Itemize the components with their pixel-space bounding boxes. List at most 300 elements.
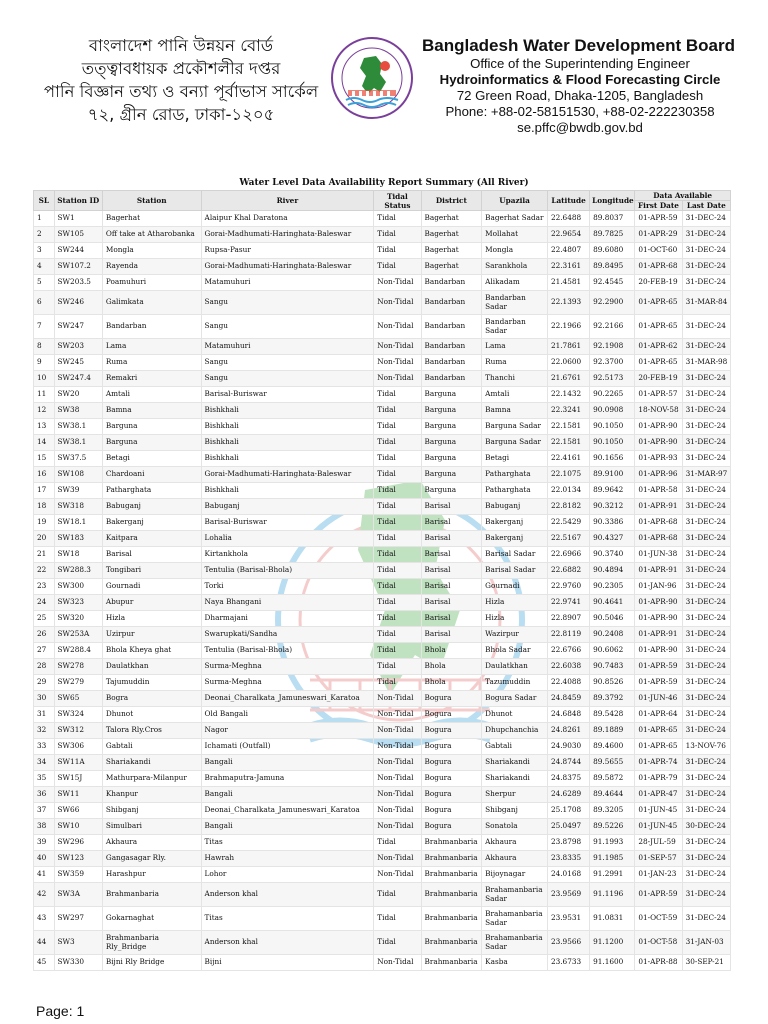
cell-upazila: Barisal Sadar — [482, 563, 548, 579]
col-data-available: Data Available — [635, 191, 731, 201]
cell-upazila: Ruma — [482, 355, 548, 371]
cell-river: Barisal-Buriswar — [201, 515, 374, 531]
cell-first-date: 01-APR-29 — [635, 227, 682, 243]
cell-river: Brahmaputra-Jamuna — [201, 771, 374, 787]
table-row — [34, 275, 731, 291]
cell-station-id: SW183 — [54, 531, 102, 547]
cell-sl: 36 — [34, 787, 55, 803]
cell-river: Alaipur Khal Daratona — [201, 211, 374, 227]
cell-upazila: Dhunot — [482, 707, 548, 723]
cell-first-date: 01-APR-62 — [635, 339, 682, 355]
col-station-id: Station ID — [54, 191, 102, 211]
cell-tidal-status: Tidal — [374, 499, 421, 515]
cell-upazila: Patharghata — [482, 467, 548, 483]
cell-longitude: 89.3205 — [590, 803, 635, 819]
cell-longitude: 92.4545 — [590, 275, 635, 291]
cell-district: Brahmanbaria — [421, 867, 482, 883]
cell-district: Bogura — [421, 803, 482, 819]
cell-latitude: 22.9741 — [547, 595, 589, 611]
cell-last-date: 31-DEC-24 — [682, 547, 730, 563]
cell-river: Gorai-Madhumati-Haringhata-Baleswar — [201, 259, 374, 275]
cell-last-date: 31-DEC-24 — [682, 803, 730, 819]
cell-station: Lama — [102, 339, 201, 355]
cell-upazila: Brahamanbaria Sadar — [482, 907, 548, 931]
cell-station: Talora Rly.Cros — [102, 723, 201, 739]
cell-station-id: SW278 — [54, 659, 102, 675]
table-row — [34, 819, 731, 835]
cell-last-date: 30-DEC-24 — [682, 819, 730, 835]
cell-district: Brahmanbaria — [421, 907, 482, 931]
table-row — [34, 611, 731, 627]
cell-tidal-status: Tidal — [374, 451, 421, 467]
cell-sl: 44 — [34, 931, 55, 955]
cell-sl: 16 — [34, 467, 55, 483]
cell-sl: 1 — [34, 211, 55, 227]
cell-station: Off take at Atharobanka — [102, 227, 201, 243]
cell-station-id: SW288.4 — [54, 643, 102, 659]
cell-sl: 5 — [34, 275, 55, 291]
cell-last-date: 31-DEC-24 — [682, 771, 730, 787]
cell-district: Barguna — [421, 387, 482, 403]
table-row — [34, 339, 731, 355]
cell-river: Hawrah — [201, 851, 374, 867]
cell-sl: 11 — [34, 387, 55, 403]
cell-upazila: Bamna — [482, 403, 548, 419]
cell-sl: 28 — [34, 659, 55, 675]
cell-last-date: 31-DEC-24 — [682, 611, 730, 627]
phone: Phone: +88-02-58151530, +88-02-222230358 — [445, 104, 715, 119]
cell-last-date: 31-DEC-24 — [682, 691, 730, 707]
cell-district: Bogura — [421, 723, 482, 739]
col-first-date: First Date — [635, 201, 682, 211]
cell-upazila: Bagerhat Sadar — [482, 211, 548, 227]
cell-station: Mongla — [102, 243, 201, 259]
cell-tidal-status: Non-Tidal — [374, 275, 421, 291]
cell-station-id: SW253A — [54, 627, 102, 643]
cell-upazila: Brahamanbaria Sadar — [482, 931, 548, 955]
cell-first-date: 01-APR-65 — [635, 739, 682, 755]
cell-latitude: 22.6766 — [547, 643, 589, 659]
cell-river: Gorai-Madhumati-Haringhata-Baleswar — [201, 227, 374, 243]
cell-station-id: SW10 — [54, 819, 102, 835]
cell-longitude: 89.8495 — [590, 259, 635, 275]
cell-tidal-status: Tidal — [374, 259, 421, 275]
cell-tidal-status: Tidal — [374, 627, 421, 643]
cell-sl: 19 — [34, 515, 55, 531]
cell-station: Gangasagar Rly. — [102, 851, 201, 867]
cell-sl: 3 — [34, 243, 55, 259]
cell-last-date: 31-DEC-24 — [682, 315, 730, 339]
cell-station: Uzirpur — [102, 627, 201, 643]
cell-tidal-status: Tidal — [374, 595, 421, 611]
cell-last-date: 31-DEC-24 — [682, 675, 730, 691]
cell-tidal-status: Tidal — [374, 835, 421, 851]
cell-tidal-status: Tidal — [374, 403, 421, 419]
cell-longitude: 90.2408 — [590, 627, 635, 643]
cell-longitude: 90.8526 — [590, 675, 635, 691]
cell-station: Poamuhuri — [102, 275, 201, 291]
bangla-org-line: বাংলাদেশ পানি উন্নয়ন বোর্ড — [88, 36, 274, 55]
cell-station-id: SW300 — [54, 579, 102, 595]
cell-sl: 2 — [34, 227, 55, 243]
cell-upazila: Babuganj — [482, 499, 548, 515]
cell-river: Gorai-Madhumati-Haringhata-Baleswar — [201, 467, 374, 483]
cell-latitude: 22.1581 — [547, 435, 589, 451]
cell-river: Deonai_Charalkata_Jamuneswari_Karatoa — [201, 691, 374, 707]
cell-river: Anderson khal — [201, 931, 374, 955]
cell-last-date: 31-DEC-24 — [682, 387, 730, 403]
cell-river: Torki — [201, 579, 374, 595]
cell-station-id: SW279 — [54, 675, 102, 691]
cell-first-date: 01-APR-91 — [635, 563, 682, 579]
cell-sl: 14 — [34, 435, 55, 451]
cell-sl: 43 — [34, 907, 55, 931]
cell-district: Bagerhat — [421, 243, 482, 259]
cell-last-date: 31-DEC-24 — [682, 515, 730, 531]
cell-latitude: 23.9569 — [547, 883, 589, 907]
cell-station-id: SW247.4 — [54, 371, 102, 387]
cell-station-id: SW320 — [54, 611, 102, 627]
cell-latitude: 24.6848 — [547, 707, 589, 723]
address: 72 Green Road, Dhaka-1205, Bangladesh — [456, 88, 704, 103]
cell-longitude: 90.3212 — [590, 499, 635, 515]
cell-tidal-status: Tidal — [374, 531, 421, 547]
table-row — [34, 691, 731, 707]
cell-station-id: SW11 — [54, 787, 102, 803]
cell-river: Bishkhali — [201, 435, 374, 451]
cell-latitude: 24.8375 — [547, 771, 589, 787]
cell-last-date: 31-DEC-24 — [682, 259, 730, 275]
cell-latitude: 22.9654 — [547, 227, 589, 243]
table-row — [34, 867, 731, 883]
cell-river: Bangali — [201, 819, 374, 835]
cell-river: Bishkhali — [201, 451, 374, 467]
bangla-address-line: ৭২, গ্রীন রোড, ঢাকা-১২০৫ — [87, 105, 275, 124]
cell-first-date: 01-JAN-96 — [635, 579, 682, 595]
table-row — [34, 371, 731, 387]
cell-longitude: 90.1050 — [590, 435, 635, 451]
cell-last-date: 31-DEC-24 — [682, 531, 730, 547]
cell-last-date: 31-DEC-24 — [682, 419, 730, 435]
cell-district: Brahmanbaria — [421, 931, 482, 955]
cell-station-id: SW312 — [54, 723, 102, 739]
cell-station: Mathurpara-Milanpur — [102, 771, 201, 787]
cell-river: Bijni — [201, 955, 374, 971]
cell-station: Gournadi — [102, 579, 201, 595]
cell-station-id: SW65 — [54, 691, 102, 707]
cell-first-date: 01-APR-68 — [635, 515, 682, 531]
table-row — [34, 723, 731, 739]
cell-station: Bogra — [102, 691, 201, 707]
cell-last-date: 31-DEC-24 — [682, 499, 730, 515]
cell-tidal-status: Non-Tidal — [374, 355, 421, 371]
cell-district: Bogura — [421, 819, 482, 835]
cell-district: Barguna — [421, 451, 482, 467]
cell-tidal-status: Non-Tidal — [374, 851, 421, 867]
cell-district: Bogura — [421, 771, 482, 787]
cell-sl: 27 — [34, 643, 55, 659]
cell-station: Brahmanbaria Rly_Bridge — [102, 931, 201, 955]
cell-longitude: 90.7483 — [590, 659, 635, 675]
cell-first-date: 01-APR-90 — [635, 435, 682, 451]
table-body — [34, 211, 731, 971]
cell-first-date: 01-APR-88 — [635, 955, 682, 971]
cell-river: Titas — [201, 835, 374, 851]
cell-sl: 45 — [34, 955, 55, 971]
cell-last-date: 31-DEC-24 — [682, 851, 730, 867]
cell-longitude: 89.5226 — [590, 819, 635, 835]
cell-district: Brahmanbaria — [421, 883, 482, 907]
cell-tidal-status: Non-Tidal — [374, 819, 421, 835]
cell-river: Deonai_Charalkata_Jamuneswari_Karatoa — [201, 803, 374, 819]
cell-last-date: 31-DEC-24 — [682, 451, 730, 467]
cell-latitude: 25.1708 — [547, 803, 589, 819]
cell-longitude: 91.2991 — [590, 867, 635, 883]
cell-tidal-status: Non-Tidal — [374, 771, 421, 787]
cell-station: Hizla — [102, 611, 201, 627]
cell-upazila: Bandarban Sadar — [482, 315, 548, 339]
cell-district: Bogura — [421, 707, 482, 723]
table-row — [34, 243, 731, 259]
cell-sl: 7 — [34, 315, 55, 339]
table-row — [34, 755, 731, 771]
cell-sl: 35 — [34, 771, 55, 787]
cell-last-date: 31-JAN-03 — [682, 931, 730, 955]
cell-first-date: 01-APR-59 — [635, 883, 682, 907]
cell-district: Barguna — [421, 483, 482, 499]
cell-longitude: 89.9642 — [590, 483, 635, 499]
cell-station: Bijni Rly Bridge — [102, 955, 201, 971]
cell-first-date: 01-APR-47 — [635, 787, 682, 803]
table-row — [34, 227, 731, 243]
cell-longitude: 90.4327 — [590, 531, 635, 547]
cell-station-id: SW288.3 — [54, 563, 102, 579]
cell-longitude: 89.1889 — [590, 723, 635, 739]
cell-latitude: 22.9760 — [547, 579, 589, 595]
cell-station-id: SW3 — [54, 931, 102, 955]
cell-latitude: 23.9566 — [547, 931, 589, 955]
cell-upazila: Barguna Sadar — [482, 435, 548, 451]
cell-district: Bhola — [421, 643, 482, 659]
cell-first-date: 01-APR-65 — [635, 291, 682, 315]
cell-tidal-status: Non-Tidal — [374, 315, 421, 339]
cell-upazila: Mongla — [482, 243, 548, 259]
cell-sl: 18 — [34, 499, 55, 515]
cell-river: Matamuhuri — [201, 339, 374, 355]
cell-tidal-status: Non-Tidal — [374, 723, 421, 739]
cell-station-id: SW18 — [54, 547, 102, 563]
col-latitude: Latitude — [547, 191, 589, 211]
english-letterhead — [420, 36, 740, 136]
cell-tidal-status: Tidal — [374, 547, 421, 563]
cell-station: Bandarban — [102, 315, 201, 339]
cell-last-date: 31-DEC-24 — [682, 371, 730, 387]
table-row — [34, 435, 731, 451]
cell-tidal-status: Non-Tidal — [374, 291, 421, 315]
cell-river: Bangali — [201, 755, 374, 771]
bangla-letterhead — [40, 34, 322, 126]
cell-tidal-status: Non-Tidal — [374, 803, 421, 819]
cell-river: Bangali — [201, 787, 374, 803]
cell-upazila: Barisal Sadar — [482, 547, 548, 563]
cell-station: Bakerganj — [102, 515, 201, 531]
cell-sl: 4 — [34, 259, 55, 275]
cell-first-date: 01-APR-68 — [635, 259, 682, 275]
col-tidal-status: Tidal Status — [374, 191, 421, 211]
cell-tidal-status: Tidal — [374, 563, 421, 579]
cell-first-date: 01-APR-93 — [635, 451, 682, 467]
cell-station: Gabtali — [102, 739, 201, 755]
table-row — [34, 563, 731, 579]
letterhead — [0, 0, 768, 135]
cell-last-date: 31-DEC-24 — [682, 403, 730, 419]
cell-tidal-status: Tidal — [374, 611, 421, 627]
cell-last-date: 31-DEC-24 — [682, 883, 730, 907]
cell-longitude: 90.4894 — [590, 563, 635, 579]
cell-upazila: Bandarban Sadar — [482, 291, 548, 315]
cell-sl: 31 — [34, 707, 55, 723]
cell-upazila: Bogura Sadar — [482, 691, 548, 707]
cell-tidal-status: Tidal — [374, 515, 421, 531]
cell-station-id: SW203 — [54, 339, 102, 355]
bwdb-logo-icon — [330, 36, 414, 120]
cell-longitude: 90.2265 — [590, 387, 635, 403]
table-row — [34, 771, 731, 787]
cell-river: Bishkhali — [201, 483, 374, 499]
cell-district: Bogura — [421, 755, 482, 771]
cell-river: Lohalia — [201, 531, 374, 547]
cell-station-id: SW296 — [54, 835, 102, 851]
cell-last-date: 31-DEC-24 — [682, 867, 730, 883]
cell-tidal-status: Tidal — [374, 227, 421, 243]
cell-first-date: 01-APR-91 — [635, 499, 682, 515]
bangla-circle-line: পানি বিজ্ঞান তথ্য ও বন্যা পূর্বাভাস সার্কেল — [43, 82, 319, 101]
cell-district: Barisal — [421, 515, 482, 531]
cell-upazila: Tazumuddin — [482, 675, 548, 691]
cell-latitude: 22.6488 — [547, 211, 589, 227]
cell-latitude: 24.6289 — [547, 787, 589, 803]
cell-station: Harashpur — [102, 867, 201, 883]
cell-upazila: Barguna Sadar — [482, 419, 548, 435]
cell-upazila: Dhupchanchia — [482, 723, 548, 739]
cell-upazila: Bakerganj — [482, 531, 548, 547]
col-district: District — [421, 191, 482, 211]
cell-sl: 34 — [34, 755, 55, 771]
cell-longitude: 92.1908 — [590, 339, 635, 355]
cell-station: Tongibari — [102, 563, 201, 579]
cell-station-id: SW108 — [54, 467, 102, 483]
cell-station-id: SW105 — [54, 227, 102, 243]
cell-sl: 24 — [34, 595, 55, 611]
table-row — [34, 387, 731, 403]
col-sl: SL — [34, 191, 55, 211]
cell-district: Brahmanbaria — [421, 835, 482, 851]
cell-river: Rupsa-Pasur — [201, 243, 374, 259]
cell-station: Amtali — [102, 387, 201, 403]
cell-river: Tentulia (Barisal-Bhola) — [201, 643, 374, 659]
cell-tidal-status: Tidal — [374, 211, 421, 227]
cell-sl: 33 — [34, 739, 55, 755]
cell-station: Bhola Kheya ghat — [102, 643, 201, 659]
cell-tidal-status: Tidal — [374, 387, 421, 403]
cell-station-id: SW306 — [54, 739, 102, 755]
cell-upazila: Sherpur — [482, 787, 548, 803]
table-row — [34, 451, 731, 467]
cell-sl: 23 — [34, 579, 55, 595]
cell-latitude: 22.4088 — [547, 675, 589, 691]
cell-sl: 9 — [34, 355, 55, 371]
cell-first-date: 01-APR-57 — [635, 387, 682, 403]
cell-station-id: SW330 — [54, 955, 102, 971]
cell-river: Bishkhali — [201, 419, 374, 435]
cell-upazila: Akhaura — [482, 835, 548, 851]
cell-station-id: SW39 — [54, 483, 102, 499]
cell-first-date: 01-JUN-45 — [635, 819, 682, 835]
col-river: River — [201, 191, 374, 211]
cell-last-date: 31-DEC-24 — [682, 275, 730, 291]
cell-upazila: Lama — [482, 339, 548, 355]
cell-upazila: Shariakandi — [482, 771, 548, 787]
cell-last-date: 31-DEC-24 — [682, 659, 730, 675]
cell-first-date: 01-APR-90 — [635, 419, 682, 435]
cell-sl: 29 — [34, 675, 55, 691]
cell-first-date: 01-APR-59 — [635, 211, 682, 227]
cell-station: Shariakandi — [102, 755, 201, 771]
cell-river: Sangu — [201, 315, 374, 339]
cell-sl: 30 — [34, 691, 55, 707]
cell-first-date: 01-JUN-45 — [635, 803, 682, 819]
cell-station: Betagi — [102, 451, 201, 467]
cell-latitude: 23.6733 — [547, 955, 589, 971]
cell-sl: 13 — [34, 419, 55, 435]
cell-longitude: 91.1196 — [590, 883, 635, 907]
cell-station-id: SW247 — [54, 315, 102, 339]
cell-district: Bandarban — [421, 275, 482, 291]
cell-last-date: 31-DEC-24 — [682, 339, 730, 355]
cell-tidal-status: Non-Tidal — [374, 867, 421, 883]
cell-station-id: SW359 — [54, 867, 102, 883]
cell-latitude: 24.8459 — [547, 691, 589, 707]
cell-longitude: 91.1985 — [590, 851, 635, 867]
cell-station: Barguna — [102, 435, 201, 451]
col-upazila: Upazila — [482, 191, 548, 211]
cell-sl: 10 — [34, 371, 55, 387]
cell-tidal-status: Tidal — [374, 907, 421, 931]
cell-station: Ruma — [102, 355, 201, 371]
cell-station: Barguna — [102, 419, 201, 435]
cell-station: Barisal — [102, 547, 201, 563]
cell-upazila: Amtali — [482, 387, 548, 403]
cell-first-date: 01-OCT-58 — [635, 931, 682, 955]
cell-sl: 42 — [34, 883, 55, 907]
cell-district: Barisal — [421, 595, 482, 611]
cell-latitude: 22.3161 — [547, 259, 589, 275]
table-row — [34, 787, 731, 803]
cell-latitude: 22.0600 — [547, 355, 589, 371]
cell-sl: 22 — [34, 563, 55, 579]
cell-sl: 41 — [34, 867, 55, 883]
cell-tidal-status: Tidal — [374, 931, 421, 955]
cell-tidal-status: Non-Tidal — [374, 339, 421, 355]
cell-upazila: Sarankhola — [482, 259, 548, 275]
cell-station-id: SW107.2 — [54, 259, 102, 275]
cell-sl: 15 — [34, 451, 55, 467]
cell-tidal-status: Tidal — [374, 435, 421, 451]
cell-upazila: Bijoynagar — [482, 867, 548, 883]
cell-first-date: 01-OCT-59 — [635, 907, 682, 931]
cell-tidal-status: Tidal — [374, 243, 421, 259]
cell-last-date: 31-DEC-24 — [682, 243, 730, 259]
